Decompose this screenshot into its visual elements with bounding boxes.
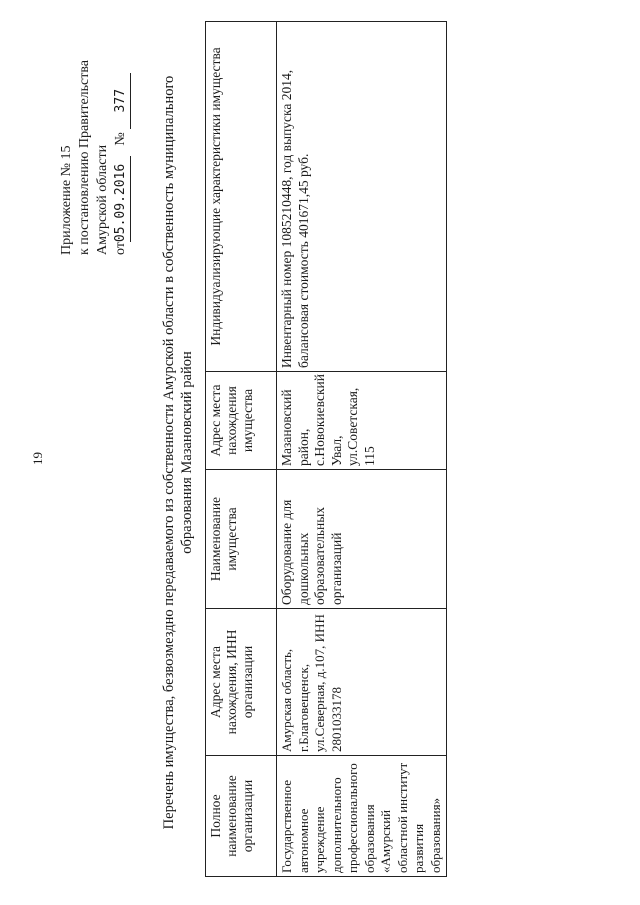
appendix-line-3: Амурской области	[95, 144, 110, 255]
header-org-name: Полное наименование организации	[206, 756, 277, 877]
date-field	[112, 156, 131, 242]
appendix-line-1: Приложение № 15	[59, 145, 74, 255]
date-prefix: от	[113, 242, 128, 255]
number-prefix: №	[113, 132, 128, 146]
cell-org-address: Амурская область, г.Благовещенск, ул.Северная, д.107, ИНН 2801033178	[277, 609, 447, 756]
header-property-name: Наименование имущества	[206, 470, 277, 609]
title-line-2: образования Мазановский район	[179, 351, 195, 554]
appendix-date-line	[112, 60, 131, 255]
decree-number: 377	[113, 88, 128, 113]
header-org-address: Адрес места нахождения, ИНН организации	[206, 609, 277, 756]
document-title	[160, 0, 196, 905]
appendix-line-2: к постановлению Правительства	[77, 59, 92, 255]
cell-property-name: Оборудование для дошкольных образовательных организаций	[277, 470, 447, 609]
appendix-header	[58, 60, 131, 255]
cell-property-address: Мазановский район, с.Новокиевский Увал, ул.Советская, 115	[277, 372, 447, 470]
table-header-row	[206, 22, 277, 877]
page-number: 19	[30, 452, 45, 465]
cell-characteristics: Инвентарный номер 1085210448, год выпуска 2014, балансовая стоимость 401671,45 руб.	[277, 22, 447, 372]
header-property-address: Адрес места нахождения имущества	[206, 372, 277, 470]
property-table	[205, 21, 447, 877]
cell-org-name: Государственное автономное учреждение дополнительного профессионального образования «Амурский областной институт развития образования»	[277, 756, 447, 877]
title-line-1: Перечень имущества, безвозмездно передаваемого из собственности Амурской области в собственность муниципального	[161, 75, 177, 830]
decree-date: 05.09.2016	[113, 163, 128, 243]
header-characteristics: Индивидуализирующие характеристики имущества	[206, 22, 277, 372]
table-row	[277, 22, 447, 877]
number-field	[112, 73, 131, 129]
